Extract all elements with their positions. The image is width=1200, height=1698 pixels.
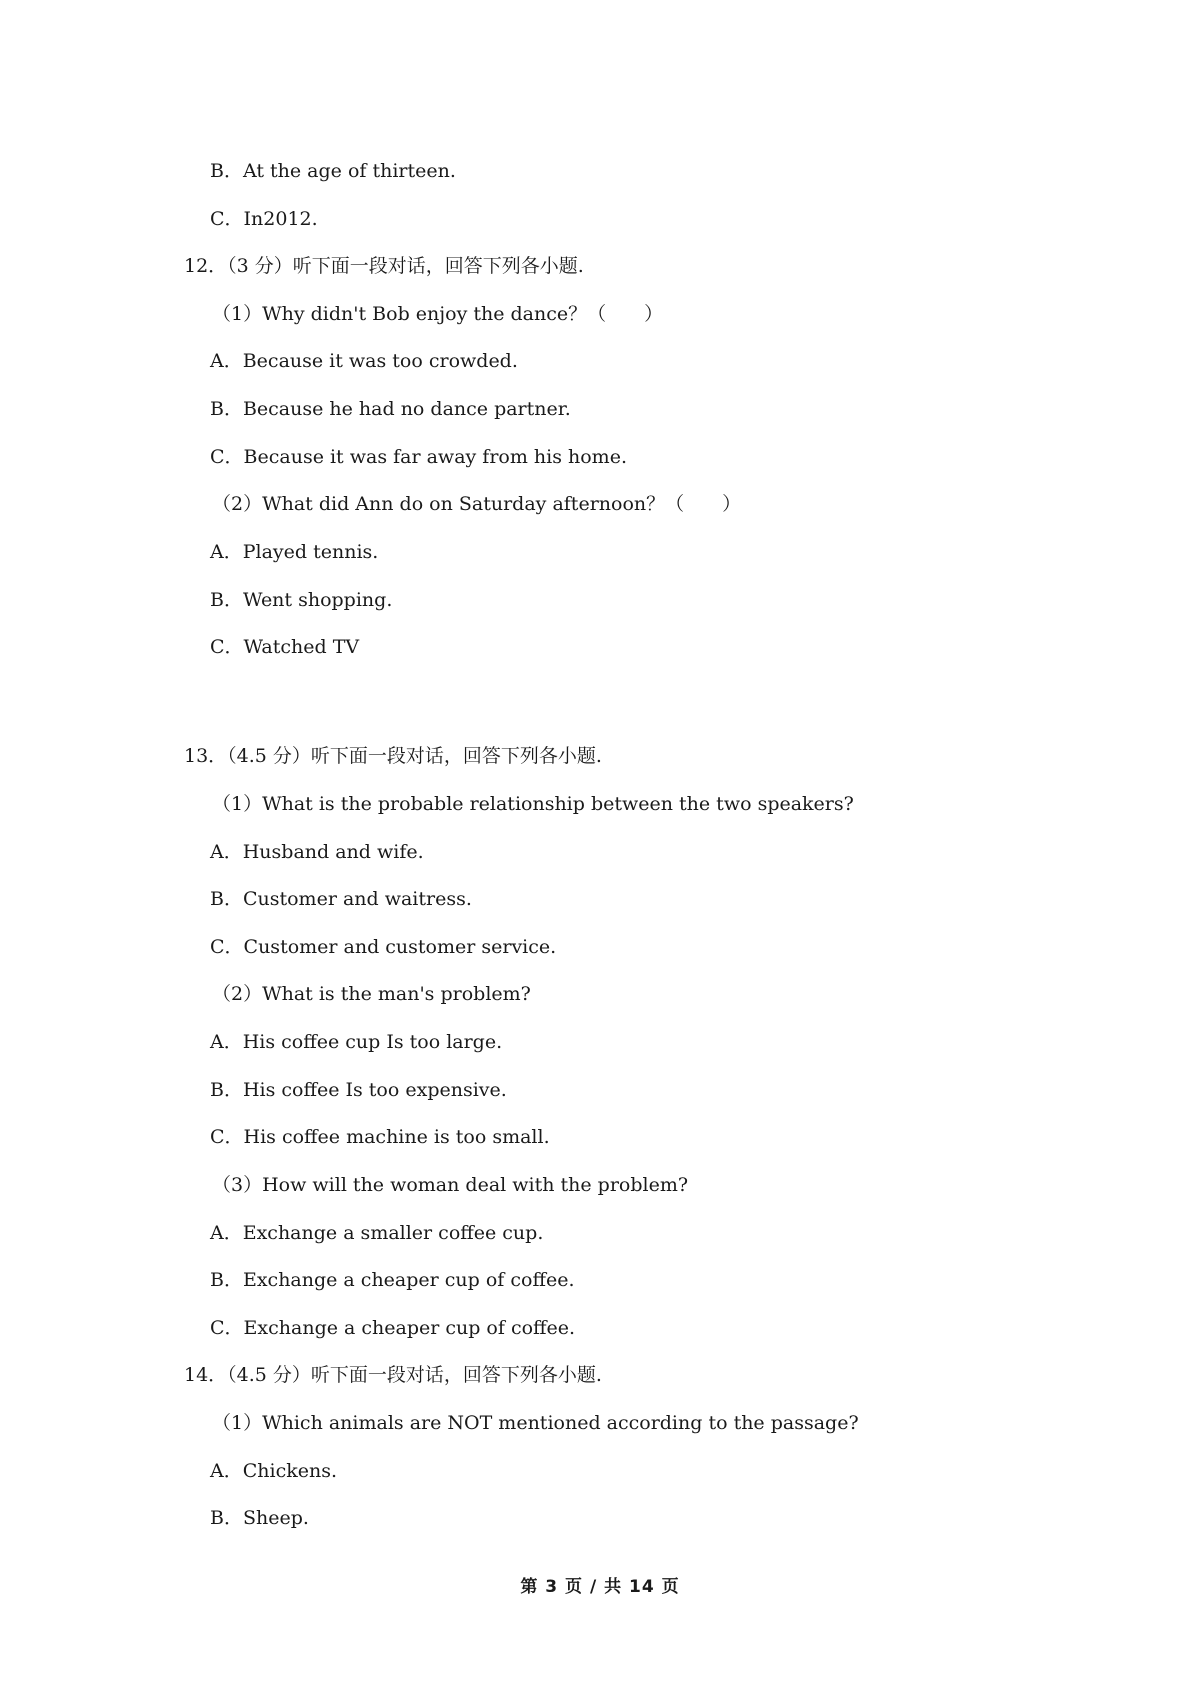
q12-sub2-option-b: B．Went shopping. [210, 589, 393, 611]
q12-sub1-question: （1）Why didn't Bob enjoy the dance？（ ） [212, 303, 664, 325]
q14-sub1-option-a: A．Chickens. [210, 1460, 337, 1482]
q13-sub3-question: （3）How will the woman deal with the problem? [212, 1174, 689, 1196]
q13-sub2-option-a: A．His coffee cup Is too large. [210, 1031, 503, 1053]
q14-header: 14．（4.5 分）听下面一段对话，回答下列各小题. [184, 1364, 602, 1386]
q12-sub2-option-a: A．Played tennis. [210, 541, 379, 563]
q13-sub3-option-a: A．Exchange a smaller coffee cup. [210, 1222, 544, 1244]
q13-sub1-option-c: C．Customer and customer service. [210, 936, 557, 958]
q12-sub2-question: （2）What did Ann do on Saturday afternoon？（ ） [212, 493, 742, 515]
q14-sub1-option-b: B．Sheep. [210, 1507, 309, 1529]
q12-sub1-option-c: C．Because it was far away from his home. [210, 446, 627, 468]
q11-option-c: C．In2012. [210, 208, 318, 230]
q12-sub1-option-a: A．Because it was too crowded. [210, 350, 518, 372]
q13-sub2-question: （2）What is the man's problem? [212, 983, 531, 1005]
page-number-footer: 第 3 页 / 共 14 页 [520, 1577, 680, 1597]
q13-sub2-option-b: B．His coffee Is too expensive. [210, 1079, 507, 1101]
q13-sub2-option-c: C．His coffee machine is too small. [210, 1126, 550, 1148]
q12-header: 12．（3 分）听下面一段对话，回答下列各小题. [184, 255, 584, 277]
q13-sub1-question: （1）What is the probable relationship between the two speakers? [212, 793, 854, 815]
q11-option-b: B．At the age of thirteen. [210, 160, 456, 182]
q13-sub3-option-c: C．Exchange a cheaper cup of coffee. [210, 1317, 576, 1339]
q13-sub1-option-a: A．Husband and wife. [210, 841, 424, 863]
q12-sub1-option-b: B．Because he had no dance partner. [210, 398, 571, 420]
q13-sub1-option-b: B．Customer and waitress. [210, 888, 472, 910]
q12-sub2-option-c: C．Watched TV [210, 636, 360, 658]
q13-header: 13．（4.5 分）听下面一段对话，回答下列各小题. [184, 745, 602, 767]
q13-sub3-option-b: B．Exchange a cheaper cup of coffee. [210, 1269, 575, 1291]
q14-sub1-question: （1）Which animals are NOT mentioned according to the passage? [212, 1412, 859, 1434]
